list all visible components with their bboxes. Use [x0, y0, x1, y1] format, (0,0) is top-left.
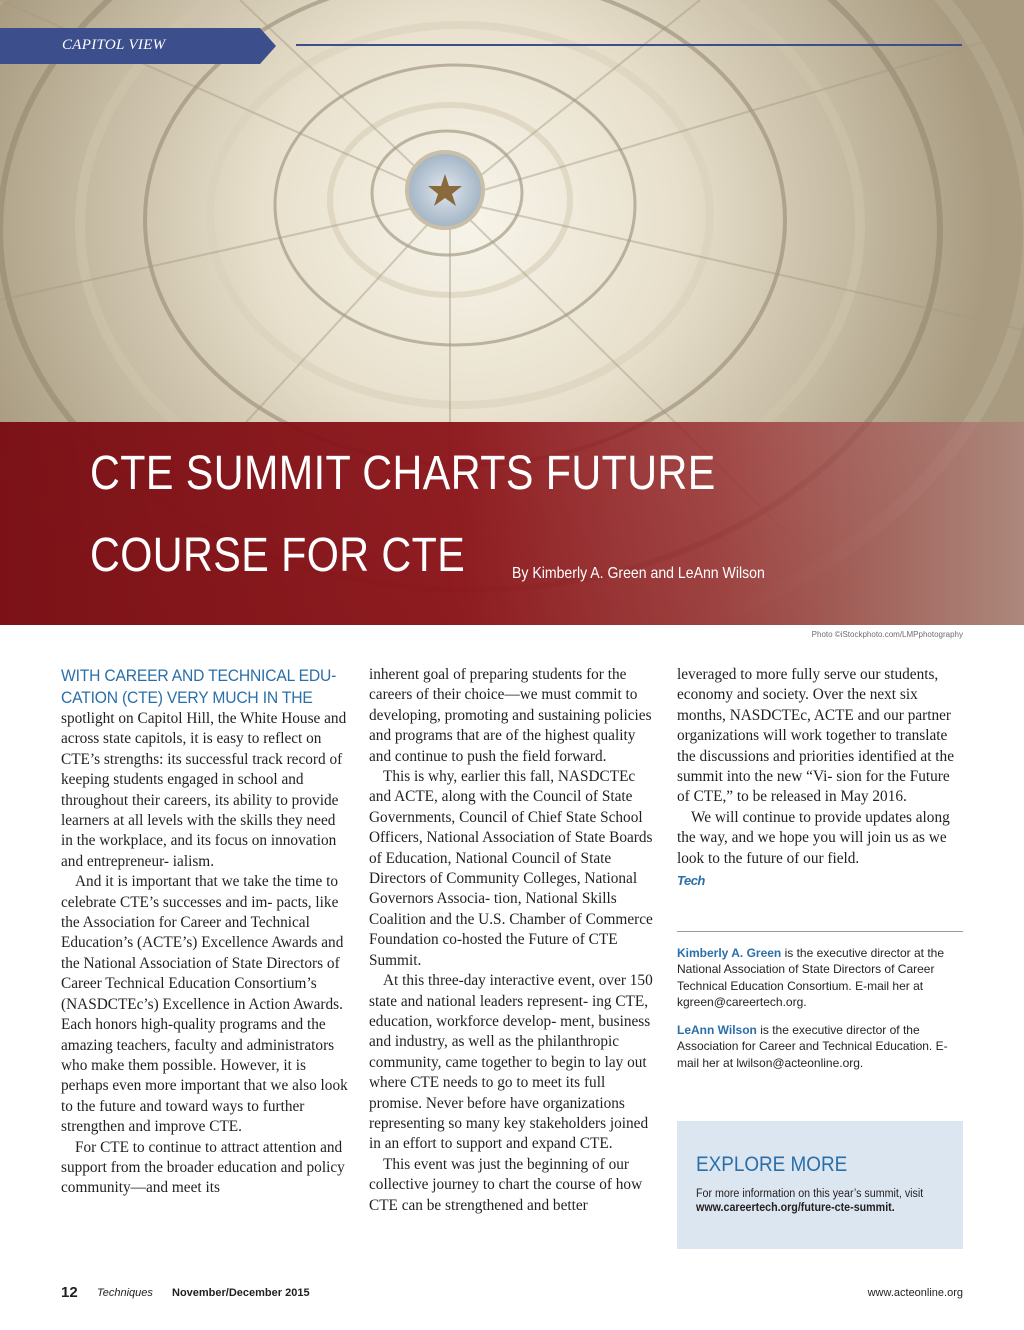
explore-more-link[interactable]: www.careertech.org/future-cte-summit.	[696, 1202, 895, 1214]
hero-image	[0, 0, 1024, 625]
lead-in: WITH CAREER AND TECHNICAL EDU- CATION (CTE) VERY MUCH IN THE	[61, 666, 337, 707]
paragraph: We will continue to provide updates along the way, and we hope you will join us as we look to the future of our field.	[677, 808, 950, 867]
section-label: CAPITOL VIEW	[62, 37, 166, 53]
author-name: Kimberly A. Green	[677, 946, 782, 960]
paragraph: This is why, earlier this fall, NASDCTEc and ACTE, along with the Council of State Governments, Council of Chief State School Officers, National Association of State Boards of Education, National Council of State Directors of Community Colleges, National Governors Associa- tion, National Skills Coalition and the U.S. Chamber of Commerce Foundation co-hosted the Future of CTE Summit.	[369, 768, 653, 969]
explore-more-title: EXPLORE MORE	[696, 1153, 848, 1176]
paragraph: For CTE to continue to attract attention and support from the broader education and policy community—and meet its	[61, 1138, 345, 1197]
article-title-line-1: CTE SUMMIT CHARTS FUTURE	[90, 447, 716, 500]
paragraph: spotlight on Capitol Hill, the White House and across state capitols, it is easy to reflect on CTE’s strengths: its successful track record of keeping students engaged in school and throughout their careers, its ability to provide learners at all levels with the skills they need in the workplace, and its focus on innovation and entrepreneur- ialism.	[61, 710, 347, 870]
author-bio-text: is the executive director at the National Association of State Directors of Career Technical Education Consortium. E-mail her at kgreen@careertech.org.	[677, 946, 945, 1010]
author-bio	[677, 945, 967, 1011]
body-column-2	[369, 665, 657, 1216]
section-rule	[296, 44, 962, 46]
issue-date: November/December 2015	[172, 1287, 310, 1299]
end-mark-logo: Tech	[677, 873, 705, 889]
page-number: 12	[61, 1284, 78, 1301]
article-byline: By Kimberly A. Green and LeAnn Wilson	[512, 565, 765, 582]
paragraph: This event was just the beginning of our collective journey to chart the course of how CTE can be strengthened and better	[369, 1155, 643, 1214]
footer-website[interactable]: www.acteonline.org	[867, 1287, 963, 1299]
photo-credit: Photo ©iStockphoto.com/LMPphotography	[811, 630, 963, 639]
magazine-name: Techniques	[97, 1287, 153, 1299]
paragraph: At this three-day interactive event, over 150 state and national leaders represent- ing CTE, education, workforce develop- ment, business and industry, as well as the philanthropic community, came together to begin to lay out where CTE needs to go to meet its full promise. Never before have organizations representing so many key stakeholders joined in an effort to support and expand CTE.	[369, 972, 653, 1153]
paragraph: leveraged to more fully serve our students, economy and society. Over the next six months, NASDCTEc, ACTE and our partner organizations will work together to translate the discussions and priorities identified at the summit into the new “Vi- sion for the Future of CTE,” to be released in May 2016.	[677, 666, 954, 806]
paragraph: inherent goal of preparing students for the careers of their choice—we must commit to developing, promoting and sustaining policies and programs that are of the highest quality and continue to push the field forward.	[369, 666, 652, 765]
author-bio-text: is the executive director of the Association for Career and Technical Education. E-mail her at lwilson@acteonline.org.	[677, 1023, 948, 1070]
explore-more-box	[677, 1121, 963, 1249]
article-title-line-2: COURSE FOR CTE	[90, 529, 466, 582]
body-column-1	[61, 665, 349, 1199]
body-column-3	[677, 665, 965, 891]
explore-more-text: For more information on this year’s summit, visit	[696, 1188, 924, 1200]
bio-divider	[677, 931, 963, 932]
paragraph: And it is important that we take the time to celebrate CTE’s successes and im- pacts, like the Association for Career and Technical Education’s (ACTE’s) Excellence Awards and the National Association of State Directors of Career Technical Education Consortium’s (NASDCTEc’s) Excellence in Action Awards. Each honors high-quality programs and the amazing teachers, faculty and administrators who make them possible. However, it is perhaps even more important that we also look to the future and toward ways to further strengthen and improve CTE.	[61, 873, 348, 1136]
section-tab	[0, 28, 276, 64]
author-name: LeAnn Wilson	[677, 1023, 757, 1037]
author-bio	[677, 1022, 967, 1071]
